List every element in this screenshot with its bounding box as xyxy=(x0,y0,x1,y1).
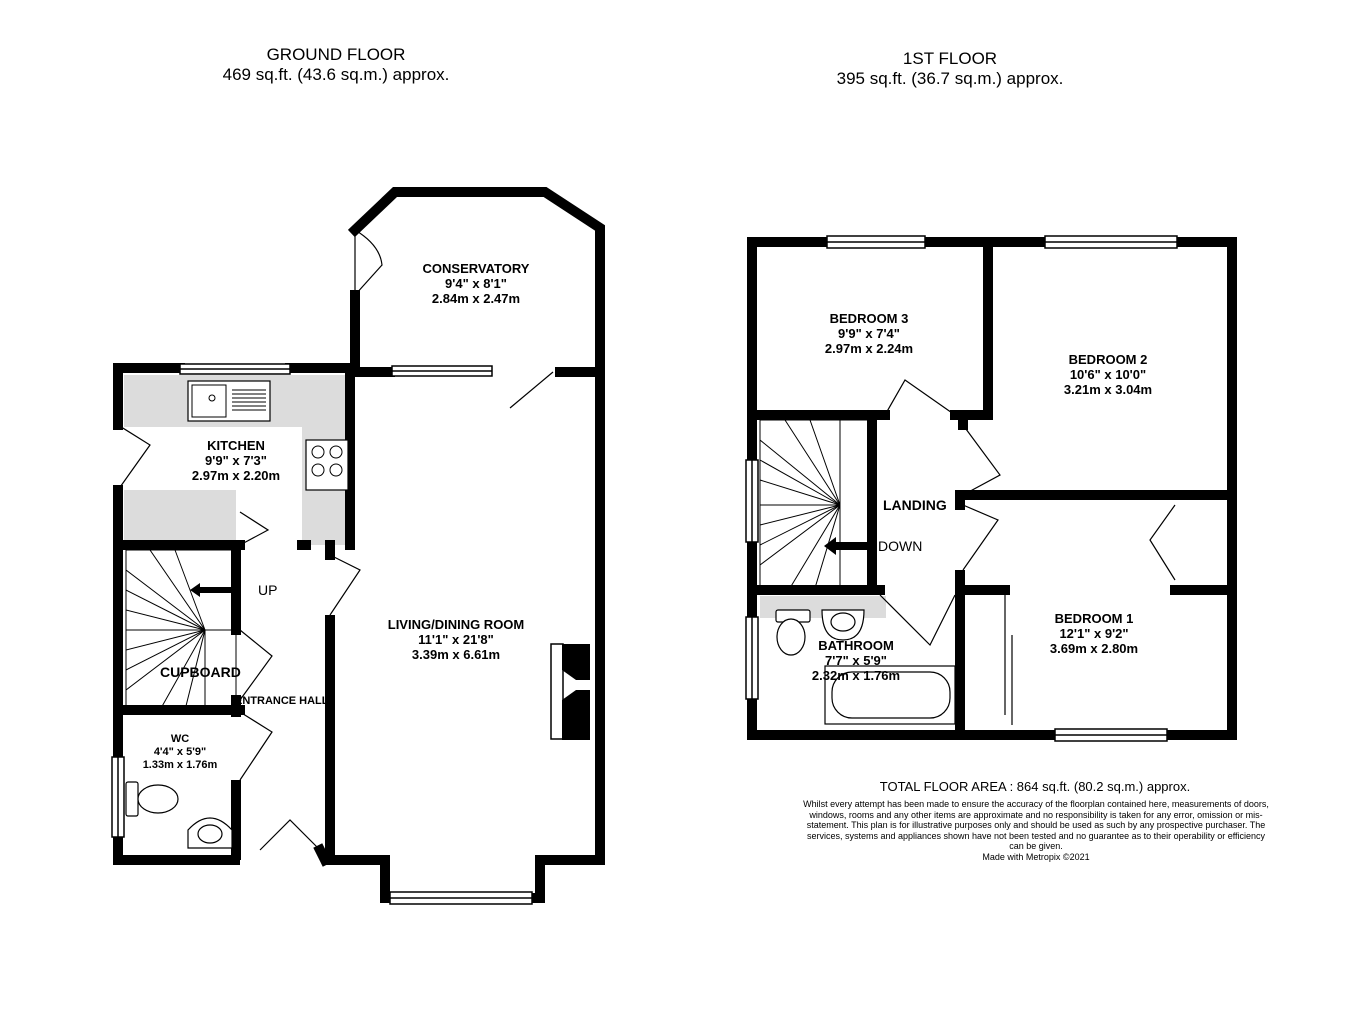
wc-label xyxy=(143,733,218,772)
bedroom2-imperial: 10'6" x 10'0" xyxy=(1069,367,1147,382)
down-label: DOWN xyxy=(878,538,923,554)
first-floor-area: 395 sq.ft. (36.7 sq.m.) approx. xyxy=(836,69,1064,88)
bedroom3-name: BEDROOM 3 xyxy=(829,311,909,326)
bathroom-name: BATHROOM xyxy=(818,638,894,653)
down-arrow-icon xyxy=(824,537,870,555)
wc-metric: 1.33m x 1.76m xyxy=(142,759,218,771)
living-metric: 3.39m x 6.61m xyxy=(411,647,501,662)
first-floor-title: 1ST FLOOR xyxy=(902,49,998,68)
ground-floor-area: 469 sq.ft. (43.6 sq.m.) approx. xyxy=(222,65,450,84)
kitchen-imperial: 9'9" x 7'3" xyxy=(205,453,267,468)
bedroom2-label xyxy=(1064,352,1152,397)
chimney-breast xyxy=(562,644,590,740)
ground-floor-title: GROUND FLOOR xyxy=(266,45,406,64)
bedroom2-metric: 3.21m x 3.04m xyxy=(1063,382,1153,397)
bedroom1-name: BEDROOM 1 xyxy=(1054,611,1134,626)
living-name: LIVING/DINING ROOM xyxy=(387,617,525,632)
bedroom3-label xyxy=(825,311,913,356)
wc-toilet xyxy=(126,782,178,816)
bedroom3-imperial: 9'9" x 7'4" xyxy=(838,326,900,341)
bedroom2-name: BEDROOM 2 xyxy=(1068,352,1148,367)
cupboard-label: CUPBOARD xyxy=(160,664,241,680)
wc-basin xyxy=(188,818,232,848)
disclaimer-text: Whilst every attempt has been made to ensure the accuracy of the floorplan contained here, measurements of doors, windows, rooms and any other items are approximate and no responsibility is taken for any error, omission or mis-statement. This plan is for illustrative purposes only and should be used as such by any prospective purchaser. The services, systems and appliances shown have not been tested and no guarantee as to their operability or efficiency can be given. xyxy=(803,799,1269,851)
landing-label: LANDING xyxy=(883,497,947,513)
kitchen-label xyxy=(192,438,280,483)
disclaimer-block xyxy=(800,799,1272,862)
wc-imperial: 4'4" x 5'9" xyxy=(153,746,207,758)
conservatory-imperial: 9'4" x 8'1" xyxy=(445,276,507,291)
kitchen-hob xyxy=(306,440,348,490)
kitchen-metric: 2.97m x 2.20m xyxy=(191,468,281,483)
bedroom3-metric: 2.97m x 2.24m xyxy=(824,341,914,356)
conservatory-name: CONSERVATORY xyxy=(422,261,530,276)
bedroom1-metric: 3.69m x 2.80m xyxy=(1049,641,1139,656)
first-staircase xyxy=(760,420,872,588)
bathroom-metric: 2.32m x 1.76m xyxy=(811,668,901,683)
bedroom1-label xyxy=(1050,611,1138,656)
wc-name: WC xyxy=(170,733,190,745)
bathroom-toilet xyxy=(776,610,810,655)
conservatory-metric: 2.84m x 2.47m xyxy=(431,291,521,306)
total-floor-area: TOTAL FLOOR AREA : 864 sq.ft. (80.2 sq.m.) approx. xyxy=(879,779,1191,794)
entrance-hall-label: ENTRANCE HALL xyxy=(235,695,329,707)
bathroom-basin xyxy=(822,610,864,640)
living-imperial: 11'1" x 21'8" xyxy=(418,632,494,647)
ground-staircase xyxy=(126,550,236,710)
conservatory-label xyxy=(423,261,530,306)
bedroom1-imperial: 12'1" x 9'2" xyxy=(1059,626,1129,641)
kitchen-name: KITCHEN xyxy=(207,438,265,453)
kitchen-sink xyxy=(188,381,270,421)
bathroom-label xyxy=(812,638,900,683)
bathroom-imperial: 7'7" x 5'9" xyxy=(825,653,887,668)
living-label xyxy=(388,617,525,662)
wardrobe xyxy=(1005,595,1012,725)
up-label: UP xyxy=(258,582,278,598)
up-arrow-icon xyxy=(190,583,236,597)
credit-text: Made with Metropix ©2021 xyxy=(982,851,1090,862)
